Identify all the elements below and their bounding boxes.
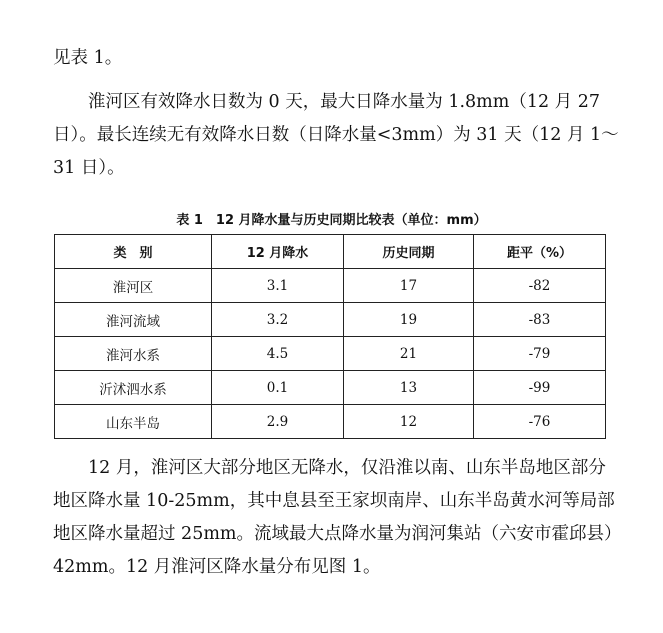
row-precip: 4.5 xyxy=(212,337,344,371)
row-historical: 12 xyxy=(344,405,474,439)
table-caption: 表 1 12 月降水量与历史同期比较表（单位：mm） xyxy=(176,213,487,228)
header-historical: 历史同期 xyxy=(344,235,474,269)
table-row xyxy=(55,405,606,439)
precipitation-comparison-table xyxy=(54,234,606,439)
table-row xyxy=(55,269,606,303)
row-historical: 21 xyxy=(344,337,474,371)
row-region: 淮河流域 xyxy=(55,303,212,337)
table-row xyxy=(55,337,606,371)
row-anomaly: -83 xyxy=(474,303,606,337)
row-anomaly: -76 xyxy=(474,405,606,439)
header-anomaly: 距平（%） xyxy=(474,235,606,269)
row-precip: 0.1 xyxy=(212,371,344,405)
table-row xyxy=(55,371,606,405)
header-category: 类 别 xyxy=(55,235,212,269)
table-row xyxy=(55,303,606,337)
row-precip: 2.9 xyxy=(212,405,344,439)
row-anomaly: -79 xyxy=(474,337,606,371)
summary-paragraph: 淮河区有效降水日数为 0 天，最大日降水量为 1.8mm（12 月 27 日）。最长连续无有效降水日数（日降水量<3mm）为 31 天（12 月 1～31 日）。 xyxy=(53,92,619,178)
header-december-precip: 12 月降水 xyxy=(212,235,344,269)
row-historical: 19 xyxy=(344,303,474,337)
row-precip: 3.2 xyxy=(212,303,344,337)
detail-paragraph: 12 月，淮河区大部分地区无降水，仅沿淮以南、山东半岛地区部分地区降水量 10-25mm，其中息县至王家坝南岸、山东半岛黄水河等局部地区降水量超过 25mm。流域最大点降水量为润河集站（六安市霍邱县）42mm。12 月淮河区降水量分布见图 1。 xyxy=(53,458,622,577)
table-reference-text: 见表 1。 xyxy=(53,48,123,68)
row-region: 山东半岛 xyxy=(55,405,212,439)
table-header-row xyxy=(55,235,606,269)
row-historical: 17 xyxy=(344,269,474,303)
row-region: 沂沭泗水系 xyxy=(55,371,212,405)
row-precip: 3.1 xyxy=(212,269,344,303)
row-anomaly: -99 xyxy=(474,371,606,405)
row-historical: 13 xyxy=(344,371,474,405)
row-region: 淮河区 xyxy=(55,269,212,303)
row-region: 淮河水系 xyxy=(55,337,212,371)
row-anomaly: -82 xyxy=(474,269,606,303)
